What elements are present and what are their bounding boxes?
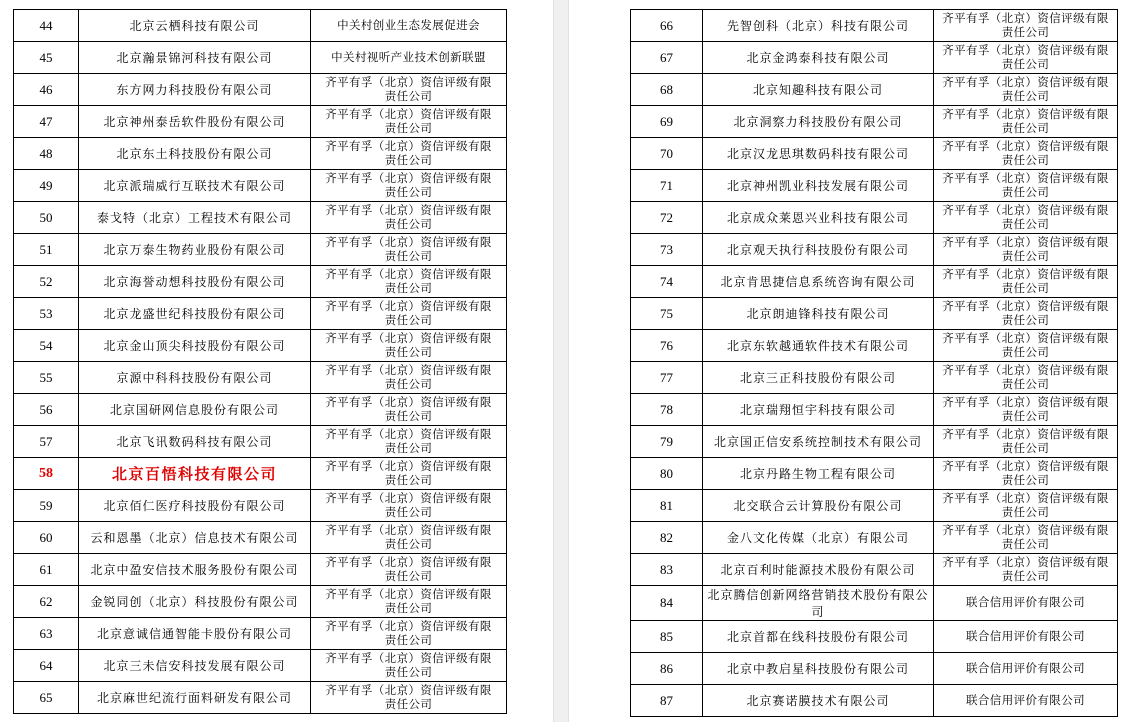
cell-company: 北京观天执行科技股份有限公司 <box>703 234 934 266</box>
cell-company: 北京三未信安科技发展有限公司 <box>79 650 311 682</box>
table-row <box>14 522 507 554</box>
cell-agency: 齐平有孚（北京）资信评级有限 责任公司 <box>934 522 1118 554</box>
cell-no: 67 <box>631 42 703 74</box>
cell-agency: 齐平有孚（北京）资信评级有限 责任公司 <box>311 522 507 554</box>
cell-company: 北京龙盛世纪科技股份有限公司 <box>79 298 311 330</box>
cell-no: 71 <box>631 170 703 202</box>
cell-company: 北京佰仁医疗科技股份有限公司 <box>79 490 311 522</box>
cell-company: 北京朗迪锋科技有限公司 <box>703 298 934 330</box>
cell-company: 先智创科（北京）科技有限公司 <box>703 10 934 42</box>
cell-no: 86 <box>631 653 703 685</box>
cell-company: 北京国正信安系统控制技术有限公司 <box>703 426 934 458</box>
cell-company: 北交联合云计算股份有限公司 <box>703 490 934 522</box>
table-row <box>14 490 507 522</box>
cell-agency: 齐平有孚（北京）资信评级有限 责任公司 <box>934 202 1118 234</box>
table-row <box>14 554 507 586</box>
cell-company: 北京丹路生物工程有限公司 <box>703 458 934 490</box>
table-row <box>14 266 507 298</box>
cell-no: 60 <box>14 522 79 554</box>
cell-no: 75 <box>631 298 703 330</box>
cell-company: 北京肯思捷信息系统咨询有限公司 <box>703 266 934 298</box>
cell-company: 京源中科科技股份有限公司 <box>79 362 311 394</box>
table-row <box>631 42 1118 74</box>
cell-company: 北京中教启星科技股份有限公司 <box>703 653 934 685</box>
cell-company: 北京腾信创新网络营销技术股份有限公司 <box>703 586 934 621</box>
table-row <box>631 522 1118 554</box>
cell-no: 82 <box>631 522 703 554</box>
cell-agency: 齐平有孚（北京）资信评级有限 责任公司 <box>311 330 507 362</box>
table-row <box>14 170 507 202</box>
cell-company: 东方网力科技股份有限公司 <box>79 74 311 106</box>
cell-no: 55 <box>14 362 79 394</box>
table-row <box>14 426 507 458</box>
cell-company: 北京金山顶尖科技股份有限公司 <box>79 330 311 362</box>
table-row <box>631 586 1118 621</box>
cell-agency: 齐平有孚（北京）资信评级有限 责任公司 <box>934 234 1118 266</box>
cell-agency: 齐平有孚（北京）资信评级有限 责任公司 <box>934 458 1118 490</box>
cell-no: 62 <box>14 586 79 618</box>
cell-agency: 中关村视听产业技术创新联盟 <box>311 42 507 74</box>
cell-no: 59 <box>14 490 79 522</box>
cell-no: 63 <box>14 618 79 650</box>
cell-no: 87 <box>631 685 703 717</box>
cell-no: 58 <box>14 458 79 490</box>
cell-agency: 齐平有孚（北京）资信评级有限 责任公司 <box>934 42 1118 74</box>
table-row <box>631 362 1118 394</box>
cell-agency: 联合信用评价有限公司 <box>934 621 1118 653</box>
cell-company: 金锐同创（北京）科技股份有限公司 <box>79 586 311 618</box>
cell-no: 56 <box>14 394 79 426</box>
cell-no: 65 <box>14 682 79 714</box>
cell-agency: 齐平有孚（北京）资信评级有限 责任公司 <box>311 426 507 458</box>
table-row <box>631 106 1118 138</box>
cell-company: 北京云栖科技有限公司 <box>79 10 311 42</box>
table-row <box>14 106 507 138</box>
table-row <box>631 202 1118 234</box>
table-row <box>14 586 507 618</box>
cell-company: 北京金鸿泰科技有限公司 <box>703 42 934 74</box>
cell-no: 66 <box>631 10 703 42</box>
cell-agency: 齐平有孚（北京）资信评级有限 责任公司 <box>934 10 1118 42</box>
cell-company: 北京中盈安信技术服务股份有限公司 <box>79 554 311 586</box>
cell-agency: 齐平有孚（北京）资信评级有限 责任公司 <box>934 298 1118 330</box>
cell-no: 47 <box>14 106 79 138</box>
cell-company: 北京派瑞威行互联技术有限公司 <box>79 170 311 202</box>
table-row <box>631 330 1118 362</box>
cell-agency: 齐平有孚（北京）资信评级有限 责任公司 <box>311 586 507 618</box>
cell-agency: 齐平有孚（北京）资信评级有限 责任公司 <box>934 394 1118 426</box>
cell-no: 49 <box>14 170 79 202</box>
cell-company: 北京知趣科技有限公司 <box>703 74 934 106</box>
cell-company: 北京首都在线科技股份有限公司 <box>703 621 934 653</box>
cell-no: 81 <box>631 490 703 522</box>
cell-company: 北京麻世纪流行面料研发有限公司 <box>79 682 311 714</box>
cell-company: 北京百悟科技有限公司 <box>79 458 311 490</box>
cell-company: 泰戈特（北京）工程技术有限公司 <box>79 202 311 234</box>
table-row <box>631 170 1118 202</box>
cell-no: 46 <box>14 74 79 106</box>
cell-no: 77 <box>631 362 703 394</box>
cell-company: 北京国研网信息股份有限公司 <box>79 394 311 426</box>
cell-company: 北京神州泰岳软件股份有限公司 <box>79 106 311 138</box>
table-row <box>14 362 507 394</box>
cell-company: 北京万泰生物药业股份有限公司 <box>79 234 311 266</box>
cell-agency: 齐平有孚（北京）资信评级有限 责任公司 <box>311 650 507 682</box>
table-row <box>631 458 1118 490</box>
cell-no: 85 <box>631 621 703 653</box>
cell-no: 64 <box>14 650 79 682</box>
cell-agency: 联合信用评价有限公司 <box>934 685 1118 717</box>
cell-agency: 齐平有孚（北京）资信评级有限 责任公司 <box>311 394 507 426</box>
cell-agency: 齐平有孚（北京）资信评级有限 责任公司 <box>934 74 1118 106</box>
cell-no: 78 <box>631 394 703 426</box>
cell-no: 83 <box>631 554 703 586</box>
cell-no: 53 <box>14 298 79 330</box>
cell-agency: 联合信用评价有限公司 <box>934 586 1118 621</box>
cell-no: 48 <box>14 138 79 170</box>
cell-company: 云和恩墨（北京）信息技术有限公司 <box>79 522 311 554</box>
cell-agency: 齐平有孚（北京）资信评级有限 责任公司 <box>311 234 507 266</box>
table-row <box>14 10 507 42</box>
table-row <box>14 650 507 682</box>
cell-agency: 齐平有孚（北京）资信评级有限 责任公司 <box>311 682 507 714</box>
cell-agency: 齐平有孚（北京）资信评级有限 责任公司 <box>311 458 507 490</box>
cell-no: 80 <box>631 458 703 490</box>
cell-agency: 齐平有孚（北京）资信评级有限 责任公司 <box>934 330 1118 362</box>
cell-company: 北京海誉动想科技股份有限公司 <box>79 266 311 298</box>
cell-company: 北京成众莱恩兴业科技有限公司 <box>703 202 934 234</box>
cell-no: 45 <box>14 42 79 74</box>
cell-company: 北京洞察力科技股份有限公司 <box>703 106 934 138</box>
cell-no: 73 <box>631 234 703 266</box>
cell-agency: 齐平有孚（北京）资信评级有限 责任公司 <box>311 202 507 234</box>
cell-agency: 中关村创业生态发展促进会 <box>311 10 507 42</box>
table-row <box>14 202 507 234</box>
table-row <box>14 618 507 650</box>
table-row <box>631 490 1118 522</box>
cell-company: 北京汉龙思琪数码科技有限公司 <box>703 138 934 170</box>
table-row <box>631 298 1118 330</box>
cell-no: 79 <box>631 426 703 458</box>
cell-agency: 齐平有孚（北京）资信评级有限 责任公司 <box>311 106 507 138</box>
cell-company: 北京瀚景锦河科技有限公司 <box>79 42 311 74</box>
cell-no: 69 <box>631 106 703 138</box>
table-row <box>631 138 1118 170</box>
cell-company: 北京意诚信通智能卡股份有限公司 <box>79 618 311 650</box>
company-table-page-right <box>630 9 1118 717</box>
cell-agency: 齐平有孚（北京）资信评级有限 责任公司 <box>934 170 1118 202</box>
cell-company: 北京神州凯业科技发展有限公司 <box>703 170 934 202</box>
cell-agency: 齐平有孚（北京）资信评级有限 责任公司 <box>311 266 507 298</box>
cell-agency: 齐平有孚（北京）资信评级有限 责任公司 <box>311 138 507 170</box>
cell-no: 68 <box>631 74 703 106</box>
cell-agency: 齐平有孚（北京）资信评级有限 责任公司 <box>934 490 1118 522</box>
cell-no: 44 <box>14 10 79 42</box>
table-row <box>631 266 1118 298</box>
table-row <box>631 394 1118 426</box>
table-row <box>631 554 1118 586</box>
cell-agency: 齐平有孚（北京）资信评级有限 责任公司 <box>934 554 1118 586</box>
table-row <box>14 458 507 490</box>
cell-no: 51 <box>14 234 79 266</box>
cell-company: 北京赛诺膜技术有限公司 <box>703 685 934 717</box>
cell-agency: 齐平有孚（北京）资信评级有限 责任公司 <box>311 362 507 394</box>
table-row <box>631 621 1118 653</box>
table-row <box>14 234 507 266</box>
table-row <box>14 394 507 426</box>
cell-agency: 齐平有孚（北京）资信评级有限 责任公司 <box>934 266 1118 298</box>
cell-agency: 联合信用评价有限公司 <box>934 653 1118 685</box>
table-row <box>631 74 1118 106</box>
cell-no: 72 <box>631 202 703 234</box>
cell-no: 50 <box>14 202 79 234</box>
table-row <box>14 298 507 330</box>
table-row <box>631 426 1118 458</box>
cell-company: 北京东软越通软件技术有限公司 <box>703 330 934 362</box>
table-row <box>14 42 507 74</box>
table-row <box>631 234 1118 266</box>
cell-no: 52 <box>14 266 79 298</box>
table-row <box>14 682 507 714</box>
cell-agency: 齐平有孚（北京）资信评级有限 责任公司 <box>934 106 1118 138</box>
table-row <box>14 74 507 106</box>
cell-company: 北京三正科技股份有限公司 <box>703 362 934 394</box>
cell-agency: 齐平有孚（北京）资信评级有限 责任公司 <box>311 74 507 106</box>
table-row <box>631 685 1118 717</box>
cell-agency: 齐平有孚（北京）资信评级有限 责任公司 <box>934 138 1118 170</box>
cell-no: 61 <box>14 554 79 586</box>
table-row <box>14 138 507 170</box>
table-row <box>631 653 1118 685</box>
cell-company: 北京瑞翔恒宇科技有限公司 <box>703 394 934 426</box>
cell-no: 76 <box>631 330 703 362</box>
cell-agency: 齐平有孚（北京）资信评级有限 责任公司 <box>934 362 1118 394</box>
cell-company: 北京飞讯数码科技有限公司 <box>79 426 311 458</box>
cell-agency: 齐平有孚（北京）资信评级有限 责任公司 <box>934 426 1118 458</box>
cell-agency: 齐平有孚（北京）资信评级有限 责任公司 <box>311 618 507 650</box>
company-table-page-left <box>13 9 507 714</box>
cell-no: 54 <box>14 330 79 362</box>
cell-company: 北京东土科技股份有限公司 <box>79 138 311 170</box>
table-row <box>631 10 1118 42</box>
cell-agency: 齐平有孚（北京）资信评级有限 责任公司 <box>311 554 507 586</box>
cell-no: 57 <box>14 426 79 458</box>
cell-company: 金八文化传媒（北京）有限公司 <box>703 522 934 554</box>
cell-agency: 齐平有孚（北京）资信评级有限 责任公司 <box>311 170 507 202</box>
cell-no: 74 <box>631 266 703 298</box>
table-row <box>14 330 507 362</box>
cell-no: 70 <box>631 138 703 170</box>
cell-agency: 齐平有孚（北京）资信评级有限 责任公司 <box>311 298 507 330</box>
page-gap-divider <box>553 0 569 722</box>
cell-no: 84 <box>631 586 703 621</box>
cell-agency: 齐平有孚（北京）资信评级有限 责任公司 <box>311 490 507 522</box>
cell-company: 北京百利时能源技术股份有限公司 <box>703 554 934 586</box>
